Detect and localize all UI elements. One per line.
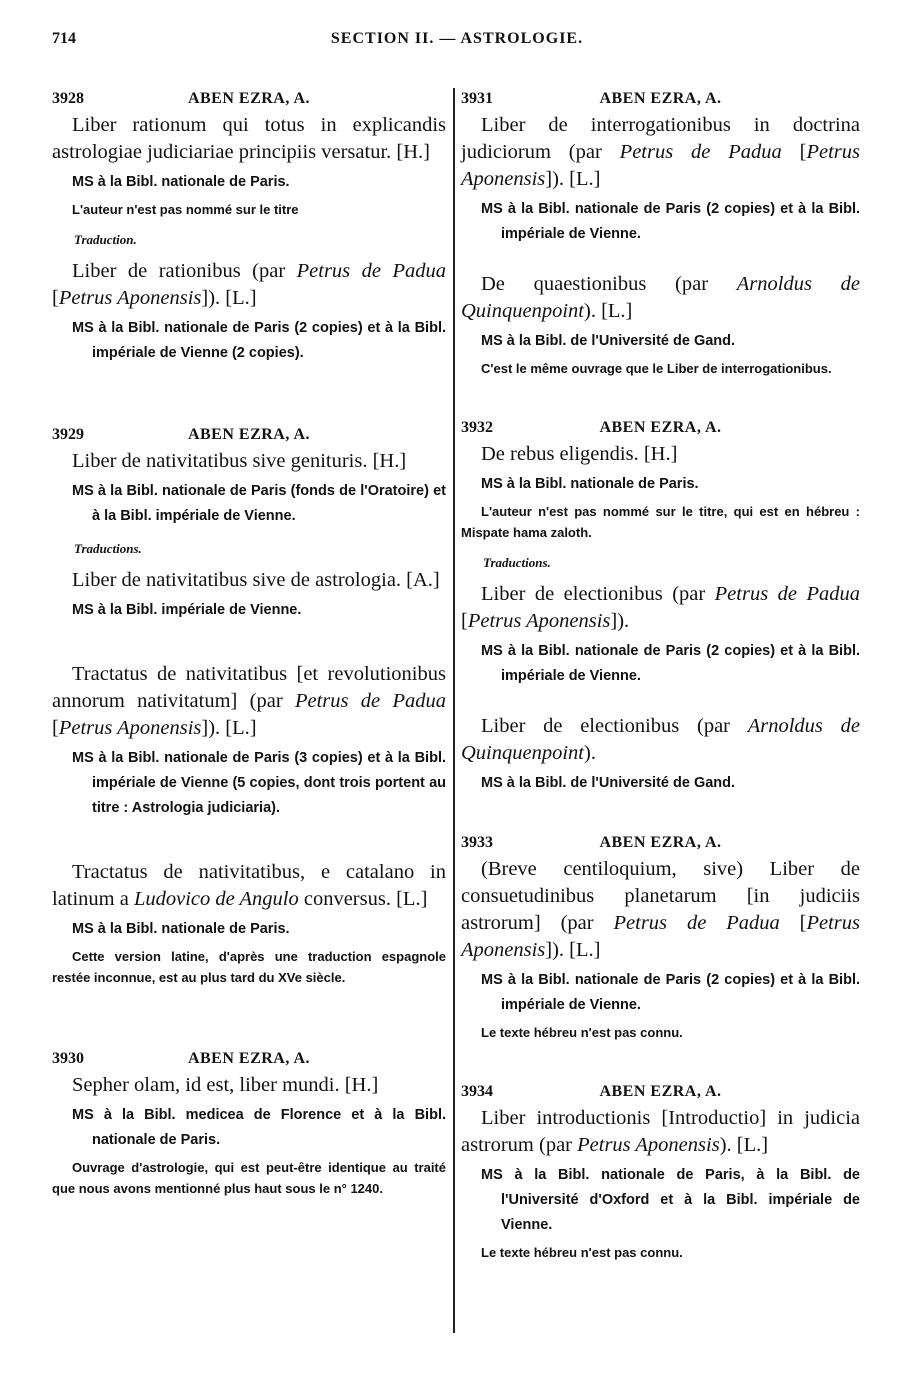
manuscript-location: MS à la Bibl. nationale de Paris. — [72, 921, 290, 937]
entry-number: 3930 — [52, 1050, 84, 1067]
manuscript-location: MS à la Bibl. nationale de Paris (fonds de l'Oratoire) et à la Bibl. impériale de Vienne. — [72, 483, 446, 524]
entry-author: ABEN EZRA, A. — [599, 834, 722, 851]
translations-label: Traductions. — [74, 541, 142, 556]
entry-heading — [461, 1081, 860, 1103]
entry-heading — [52, 88, 446, 110]
entry-3933 — [461, 832, 860, 1043]
entry-heading — [461, 832, 860, 854]
entry-heading — [461, 88, 860, 110]
manuscript-location: MS à la Bibl. de l'Université de Gand. — [481, 775, 736, 791]
right-column — [461, 88, 860, 1267]
column-divider — [453, 88, 455, 1333]
translation-title: Liber de electionibus (par Arnoldus de Quinquenpoint). — [461, 715, 860, 764]
manuscript-location: MS à la Bibl. de l'Université de Gand. — [481, 333, 736, 349]
page-header — [52, 30, 862, 56]
translation-title: Liber de rationibus (par Petrus de Padua [Petrus Aponensis]). [L.] — [52, 260, 446, 309]
entry-note: Le texte hébreu n'est pas connu. — [481, 1025, 683, 1040]
entry-3934 — [461, 1081, 860, 1263]
entry-number: 3933 — [461, 834, 493, 851]
entry-note: Le texte hébreu n'est pas connu. — [481, 1245, 683, 1260]
translation-title: Liber de nativitatibus sive de astrologia. [A.] — [72, 569, 440, 591]
entry-heading — [461, 417, 860, 439]
entry-note: Ouvrage d'astrologie, qui est peut-être identique au traité que nous avons mentionné plus haut sous le n° 1240. — [52, 1160, 446, 1196]
entry-title: Liber de nativitatibus sive genituris. [H.] — [72, 450, 407, 472]
entry-title: Liber rationum qui totus in explicandis astrologiae judiciariae principiis versatur. [H.] — [52, 114, 446, 163]
entry-3932 — [461, 417, 860, 796]
entry-number: 3932 — [461, 419, 493, 436]
running-title: SECTION II. — ASTROLOGIE. — [330, 30, 584, 47]
entry-number: 3931 — [461, 90, 493, 107]
entry-number: 3934 — [461, 1083, 493, 1100]
entry-note: L'auteur n'est pas nommé sur le titre — [72, 202, 299, 217]
entry-3929 — [52, 424, 446, 988]
entry-note: Cette version latine, d'après une traduction espagnole restée inconnue, est au plus tard du XVe siècle. — [52, 949, 446, 985]
manuscript-location: MS à la Bibl. nationale de Paris, à la Bibl. de l'Université d'Oxford et à la Bibl. impériale de Vienne. — [481, 1167, 860, 1233]
entry-author: ABEN EZRA, A. — [187, 90, 311, 107]
entry-3931 — [461, 88, 860, 379]
entry-number: 3929 — [52, 426, 84, 443]
left-column — [52, 88, 446, 1203]
manuscript-location: MS à la Bibl. nationale de Paris (2 copies) et à la Bibl. impériale de Vienne. — [481, 643, 860, 684]
entry-title: Sepher olam, id est, liber mundi. [H.] — [72, 1074, 379, 1096]
entry-title: De rebus eligendis. [H.] — [481, 443, 678, 465]
entry-author: ABEN EZRA, A. — [599, 419, 722, 436]
translation-title: Liber de electionibus (par Petrus de Padua [Petrus Aponensis]). — [461, 583, 860, 632]
entry-number: 3928 — [52, 90, 84, 107]
translation-title: Tractatus de nativitatibus [et revolutionibus annorum nativitatum] (par Petrus de Padua [Petrus Aponensis]). [L.] — [52, 663, 446, 739]
manuscript-location: MS à la Bibl. nationale de Paris (2 copies) et à la Bibl. impériale de Vienne. — [481, 972, 860, 1013]
translation-title: De quaestionibus (par Arnoldus de Quinquenpoint). [L.] — [461, 273, 860, 322]
translations-label: Traductions. — [483, 555, 551, 570]
entry-author: ABEN EZRA, A. — [187, 1050, 311, 1067]
entry-3928 — [52, 88, 446, 366]
translation-title: Tractatus de nativitatibus, e catalano in latinum a Ludovico de Angulo conversus. [L.] — [52, 861, 446, 910]
entry-author: ABEN EZRA, A. — [599, 1083, 722, 1100]
manuscript-location: MS à la Bibl. nationale de Paris (3 copies) et à la Bibl. impériale de Vienne (5 copies, dont trois portent au titre : Astrologia judiciaria). — [72, 750, 446, 816]
entry-note: L'auteur n'est pas nommé sur le titre, qui est en hébreu : Mispate hama zaloth. — [461, 504, 860, 540]
manuscript-location: MS à la Bibl. nationale de Paris (2 copies) et à la Bibl. impériale de Vienne (2 copies). — [72, 320, 446, 361]
manuscript-location: MS à la Bibl. nationale de Paris (2 copies) et à la Bibl. impériale de Vienne. — [481, 201, 860, 242]
translations-label: Traduction. — [74, 232, 137, 247]
manuscript-location: MS à la Bibl. impériale de Vienne. — [72, 602, 302, 618]
entry-heading — [52, 1048, 446, 1070]
entry-title: Liber introductionis [Introductio] in judicia astrorum (par Petrus Aponensis). [L.] — [461, 1107, 860, 1156]
entry-3930 — [52, 1048, 446, 1199]
manuscript-location: MS à la Bibl. nationale de Paris. — [481, 476, 699, 492]
entry-note: C'est le même ouvrage que le Liber de interrogationibus. — [481, 361, 832, 376]
manuscript-location: MS à la Bibl. nationale de Paris. — [72, 174, 290, 190]
entry-author: ABEN EZRA, A. — [187, 426, 311, 443]
entry-heading — [52, 424, 446, 446]
entry-title: Liber de interrogationibus in doctrina judiciorum (par Petrus de Padua [Petrus Aponensis]). [L.] — [461, 114, 860, 190]
entry-title: (Breve centiloquium, sive) Liber de consuetudinibus planetarum [in judiciis astrorum] (par Petrus de Padua [Petrus Aponensis]). [L.] — [461, 858, 860, 961]
manuscript-location: MS à la Bibl. medicea de Florence et à la Bibl. nationale de Paris. — [72, 1107, 446, 1148]
page-number: 714 — [52, 30, 76, 47]
entry-author: ABEN EZRA, A. — [599, 90, 722, 107]
